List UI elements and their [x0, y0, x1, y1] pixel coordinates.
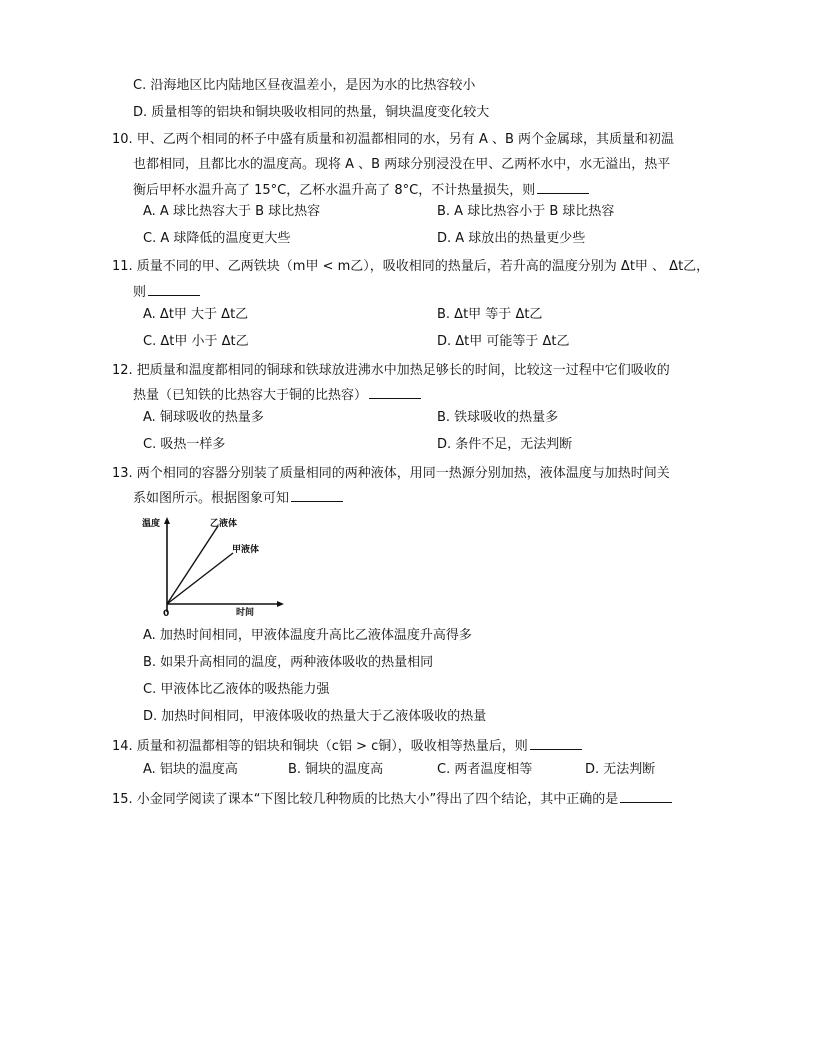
- option-10b: B. A 球比热容小于 B 球比热容: [437, 204, 615, 219]
- option-13b: B. 如果升高相同的温度，两种液体吸收的热量相同: [143, 655, 434, 670]
- question-14-line1: [112, 737, 582, 756]
- question-10-line3: [133, 181, 589, 200]
- question-10-text: 衡后甲杯水温升高了 15°C，乙杯水温升高了 8°C，不计热量损失，则: [133, 183, 536, 198]
- y-axis-arrow: [164, 517, 170, 524]
- option-11c: C. Δt甲 小于 Δt乙: [143, 334, 249, 349]
- line-yi: [167, 526, 218, 604]
- answer-blank[interactable]: [620, 790, 672, 803]
- option-14b: B. 铜块的温度高: [288, 762, 384, 777]
- question-12-line2: [133, 386, 421, 405]
- question-15-text: 15. 小金同学阅读了课本“下图比较几种物质的比热大小”得出了四个结论，其中正确的是: [112, 792, 619, 807]
- option-9d: D. 质量相等的铝块和铜块吸收相同的热量，铜块温度变化较大: [133, 105, 490, 120]
- question-10-line1: 10. 甲、乙两个相同的杯子中盛有质量和初温都相同的水，另有 A 、B 两个金属球，其质量和初温: [112, 132, 675, 147]
- option-13d: D. 加热时间相同，甲液体吸收的热量大于乙液体吸收的热量: [143, 709, 487, 724]
- question-12-line1: 12. 把质量和温度都相同的铜球和铁球放进沸水中加热足够长的时间，比较这一过程中它们吸收的: [112, 363, 670, 378]
- option-9c: C. 沿海地区比内陆地区昼夜温差小，是因为水的比热容较小: [133, 78, 476, 93]
- option-12b: B. 铁球吸收的热量多: [437, 410, 559, 425]
- option-12a: A. 铜球吸收的热量多: [143, 410, 264, 425]
- line-jia: [167, 553, 233, 604]
- option-11a: A. Δt甲 大于 Δt乙: [143, 307, 249, 322]
- question-10-line2: 也都相同，且都比水的温度高。现将 A 、B 两球分别浸没在甲、乙两杯水中，水无溢出，热平: [133, 157, 671, 172]
- option-13c: C. 甲液体比乙液体的吸热能力强: [143, 682, 330, 697]
- question-13-line2: [133, 489, 343, 508]
- option-13a: A. 加热时间相同，甲液体温度升高比乙液体温度升高得多: [143, 628, 472, 643]
- answer-blank[interactable]: [291, 489, 343, 502]
- option-10c: C. A 球降低的温度更大些: [143, 231, 291, 246]
- option-10d: D. A 球放出的热量更少些: [437, 231, 586, 246]
- option-14c: C. 两者温度相等: [437, 762, 533, 777]
- x-axis-arrow: [277, 601, 284, 607]
- question-13-line1: 13. 两个相同的容器分别装了质量相同的两种液体，用同一热源分别加热，液体温度与加热时间关: [112, 466, 670, 481]
- question-11-line2: [133, 283, 200, 302]
- option-10a: A. A 球比热容大于 B 球比热容: [143, 204, 321, 219]
- x-axis-label: 时间: [236, 608, 255, 618]
- y-axis-label: 温度: [142, 519, 161, 529]
- option-14a: A. 铝块的温度高: [143, 762, 238, 777]
- answer-blank[interactable]: [369, 386, 421, 399]
- line-yi-label: 乙液体: [210, 519, 238, 529]
- line-jia-label: 甲液体: [232, 545, 260, 555]
- option-11b: B. Δt甲 等于 Δt乙: [437, 307, 543, 322]
- answer-blank[interactable]: [537, 181, 589, 194]
- origin-label: 0: [163, 609, 170, 619]
- question-12-text: 热量（已知铁的比热容大于铜的比热容）: [133, 388, 368, 403]
- option-14d: D. 无法判断: [585, 762, 656, 777]
- question-11-text: 则: [133, 285, 147, 300]
- option-12c: C. 吸热一样多: [143, 437, 226, 452]
- answer-blank[interactable]: [148, 283, 200, 296]
- question-11-line1: 11. 质量不同的甲、乙两铁块（m甲 < m乙），吸收相同的热量后，若升高的温度分别为 Δt甲 、 Δt乙，: [112, 259, 710, 274]
- question-13-text: 系如图所示。根据图象可知: [133, 491, 290, 506]
- answer-blank[interactable]: [530, 737, 582, 750]
- question-14-text: 14. 质量和初温都相等的铝块和铜块（c铝 > c铜），吸收相等热量后，则: [112, 739, 528, 754]
- temperature-time-graph: [138, 516, 288, 620]
- option-11d: D. Δt甲 可能等于 Δt乙: [437, 334, 570, 349]
- option-12d: D. 条件不足，无法判断: [437, 437, 573, 452]
- question-15-line1: [112, 790, 672, 809]
